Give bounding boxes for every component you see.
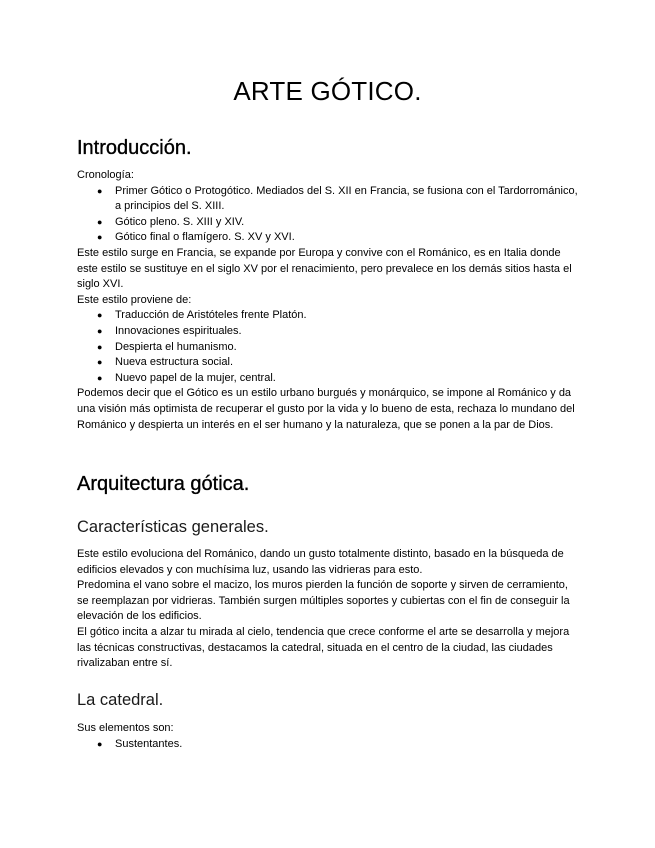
subheading-caracteristicas: Características generales. (77, 518, 269, 536)
heading-introduccion: Introducción. (77, 137, 192, 159)
chronology-list (77, 184, 582, 246)
bullet-icon: ● (97, 232, 103, 243)
document-title: ARTE GÓTICO. (233, 76, 422, 106)
bullet-icon: ● (97, 357, 103, 368)
elements-label: Sus elementos son: (77, 722, 174, 734)
paragraph-cielo: El gótico incita a alzar tu mirada al cielo, tendencia que crece conforme el arte se desarrolla y mejora las técnicas constructivas, destacamos la catedral, situada en el centro de la ciudad, las ciudades rivalizaban entre sí. (77, 625, 570, 670)
list-item: ● Traducción de Aristóteles frente Platón. (77, 308, 582, 324)
bullet-icon: ● (97, 185, 103, 196)
bullet-icon: ● (97, 216, 103, 227)
general-section (77, 547, 582, 672)
paragraph-summary: Podemos decir que el Gótico es un estilo urbano burgués y monárquico, se impone al Románico y da una visión más optimista de recuperar el gusto por la vida y lo bueno de esta, rechaza lo mundano del Románico y despierta un interés en el ser humano y la naturaleza, que se ponen a la par de Dios. (77, 387, 575, 431)
chronology-label: Cronología: (77, 169, 134, 181)
list-item: ● Gótico pleno. S. XIII y XIV. (77, 215, 582, 231)
bullet-icon: ● (97, 341, 103, 352)
list-item: ● Nuevo papel de la mujer, central. (77, 371, 582, 387)
elements-list (77, 737, 582, 753)
paragraph-spread: Este estilo surge en Francia, se expande por Europa y convive con el Románico, es en Italia donde este estilo se sustituye en el siglo XV por el renacimiento, pero prevalece en los demás sitios hasta el siglo XVI. (77, 246, 572, 291)
subheading-catedral: La catedral. (77, 691, 164, 709)
paragraph-evolution: Este estilo evoluciona del Románico, dando un gusto totalmente distinto, basado en la búsqueda de edificios elevados y con muchísima luz, usando las vidrieras para esto. (77, 548, 564, 576)
list-item: ● Innovaciones espirituales. (77, 324, 582, 340)
list-item: ● Sustentantes. (77, 737, 582, 753)
bullet-icon: ● (97, 325, 103, 336)
list-item: ● Primer Gótico o Protogótico. Mediados del S. XII en Francia, se fusiona con el Tardorrománico, a principios del S. XIII. (97, 184, 578, 213)
bullet-icon: ● (97, 310, 103, 321)
cathedral-section (77, 721, 582, 752)
paragraph-vano: Predomina el vano sobre el macizo, los muros pierden la función de soporte y sirven de cerramiento, se reemplazan por vidrieras. También surgen múltiples soportes y cubiertas con el fin de conseguir la elevación de los edificios. (77, 579, 570, 623)
list-item: ● Gótico final o flamígero. S. XV y XVI. (77, 230, 582, 246)
intro-section (77, 168, 582, 433)
heading-arquitectura: Arquitectura gótica. (77, 473, 250, 495)
origin-list (77, 308, 582, 386)
list-item: ● Nueva estructura social. (77, 355, 582, 371)
list-item: ● Despierta el humanismo. (77, 340, 582, 356)
bullet-icon: ● (97, 372, 103, 383)
origin-label: Este estilo proviene de: (77, 293, 192, 306)
bullet-icon: ● (97, 738, 103, 749)
